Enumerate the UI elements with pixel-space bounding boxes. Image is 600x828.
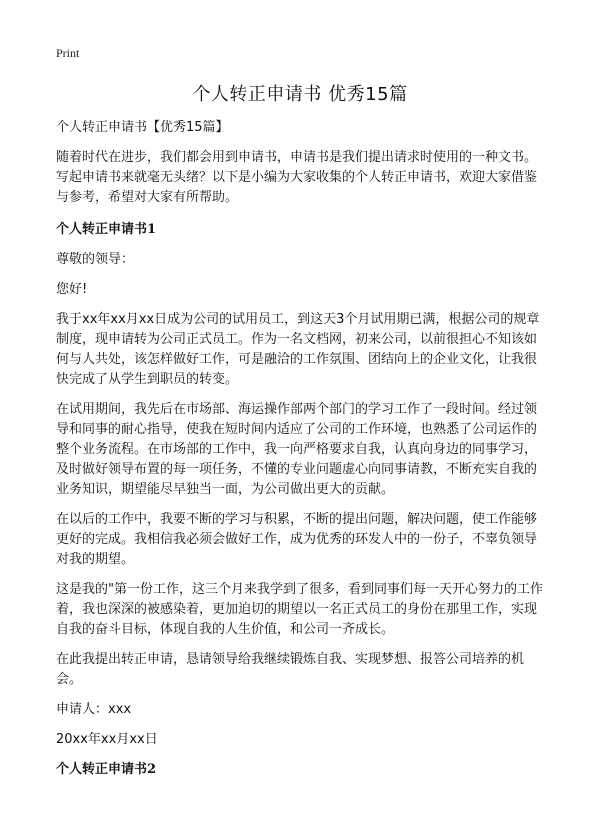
document-body	[56, 118, 544, 790]
date-line: 20xx年xx月xx日	[56, 732, 158, 747]
body-paragraph-4: 这是我的"第一份工作，这三个月来我学到了很多，看到同事们每一天开心努力的工作着，我也深深的被感染着，更加迫切的期望以一名正式员工的身份在那里工作，实现自我的奋斗目标，体现自我的人生价值，和公司一齐成长。	[56, 582, 543, 637]
document-title: 个人转正申请书 优秀15篇	[192, 84, 408, 105]
body-paragraph-3: 在以后的工作中，我要不断的学习与积累，不断的提出问题，解决问题，使工作能够更好的完成。我相信我必须会做好工作，成为优秀的环发人中的一份子，不辜负领导对我的期望。	[56, 512, 538, 567]
section-heading-2: 个人转正申请书2	[56, 762, 157, 777]
body-paragraph-2: 在试用期间，我先后在市场部、海运操作部两个部门的学习工作了一段时间。经过领导和同事的耐心指导，使我在短时间内适应了公司的工作环境，也熟悉了公司运作的整个业务流程。在市场部的工作中，我一向严格要求自我，认真向身边的同事学习，及时做好领导布置的每一项任务，不懂的专业问题虚心向同事请教，不断充实自我的业务知识，期望能尽早独当一面，为公司做出更大的贡献。	[56, 402, 538, 497]
body-paragraph-1: 我于xx年xx月xx日成为公司的试用员工，到这天3个月试用期已满，根据公司的规章制度，现申请转为公司正式员工。作为一名文档网，初来公司，以前很担心不知该如何与人共处，该怎样做好工作，可是融洽的工作氛围、团结向上的企业文化，让我很快完成了从学生到职员的转变。	[56, 312, 540, 387]
salutation: 尊敬的领导：	[56, 252, 135, 267]
greeting: 您好!	[56, 282, 88, 297]
print-label: Print	[56, 46, 80, 60]
intro-paragraph: 随着时代在进步，我们都会用到申请书，申请书是我们提出请求时使用的一种文书。写起申请书来就毫无头绪？以下是小编为大家收集的个人转正申请书，欢迎大家借鉴与参考，希望对大家有所帮助。	[56, 150, 538, 205]
applicant-line: 申请人：xxx	[56, 702, 132, 717]
document-subtitle: 个人转正申请书【优秀15篇】	[56, 120, 229, 135]
section-heading-1: 个人转正申请书1	[56, 222, 157, 237]
body-paragraph-5: 在此我提出转正申请，恳请领导给我继续锻炼自我、实现梦想、报答公司培养的机会。	[56, 652, 525, 687]
